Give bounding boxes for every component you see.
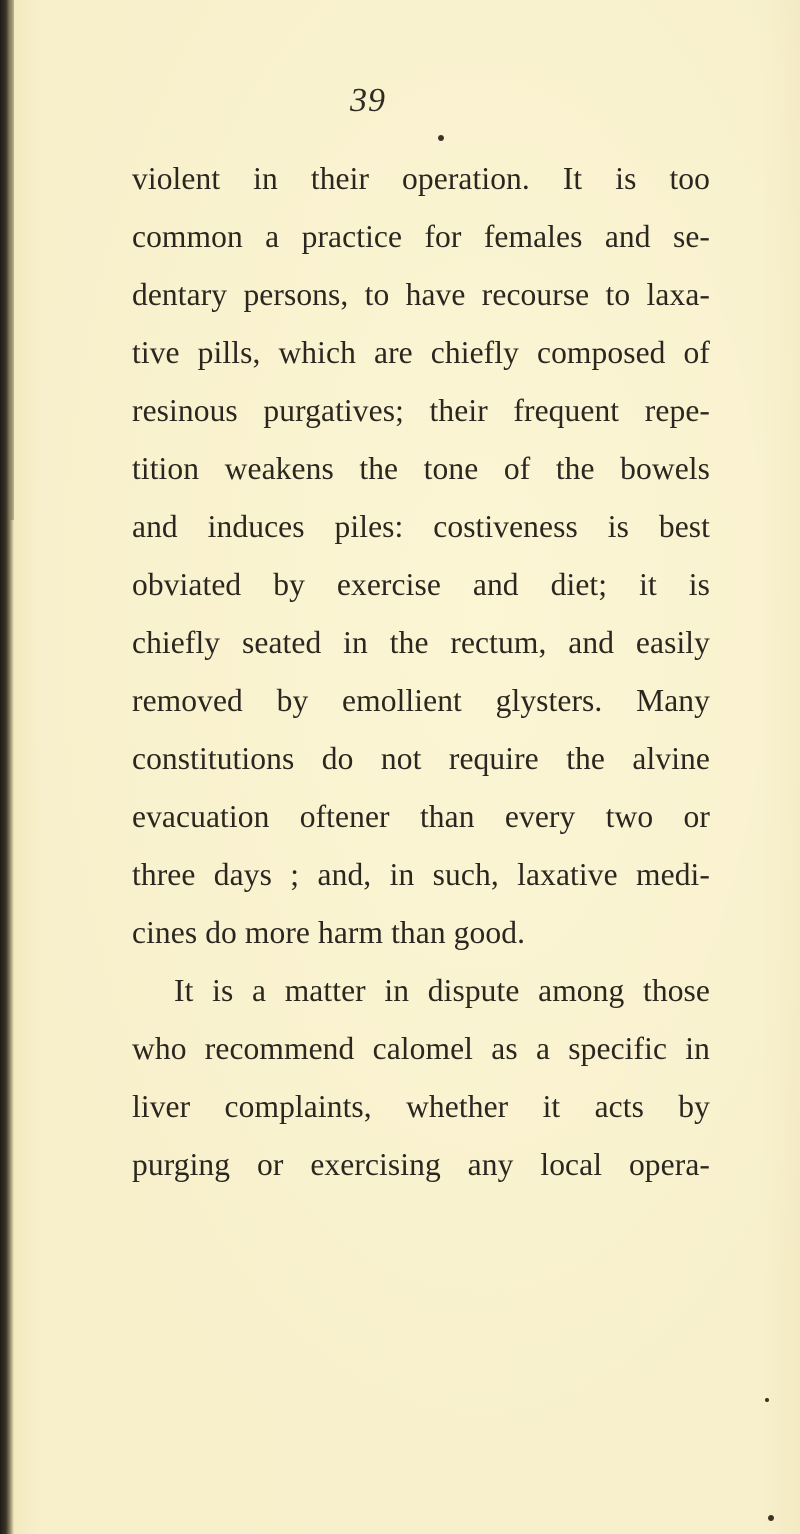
text-line: purging or exercising any local opera- — [132, 1147, 710, 1182]
text-line: common a practice for females and se- — [132, 219, 710, 254]
ink-speck — [768, 1515, 774, 1521]
text-line: and induces piles: costiveness is best — [132, 509, 710, 544]
text-line: removed by emollient glysters. Many — [132, 683, 710, 718]
paragraph-end-line: cines do more harm than good. — [132, 915, 526, 950]
ink-speck — [438, 135, 444, 141]
text-line: constitutions do not require the alvine — [132, 741, 710, 776]
paragraph-first-line: It is a matter in dispute among those — [174, 973, 710, 1008]
text-line: violent in their operation. It is too — [132, 161, 710, 196]
text-line: dentary persons, to have recourse to laxa- — [132, 277, 710, 312]
spine-edge — [10, 0, 14, 520]
text-line: who recommend calomel as a specific in — [132, 1031, 710, 1066]
ink-speck — [765, 1398, 769, 1402]
body-text — [132, 150, 710, 1194]
page-number: 39 — [350, 82, 386, 119]
text-line: chiefly seated in the rectum, and easily — [132, 625, 710, 660]
text-line: evacuation oftener than every two or — [132, 799, 710, 834]
text-line: tition weakens the tone of the bowels — [132, 451, 710, 486]
text-line: three days ; and, in such, laxative medi- — [132, 857, 710, 892]
text-line: resinous purgatives; their frequent repe- — [132, 393, 710, 428]
text-line: tive pills, which are chiefly composed of — [132, 335, 710, 370]
text-line: liver complaints, whether it acts by — [132, 1089, 710, 1124]
text-line: obviated by exercise and diet; it is — [132, 567, 710, 602]
